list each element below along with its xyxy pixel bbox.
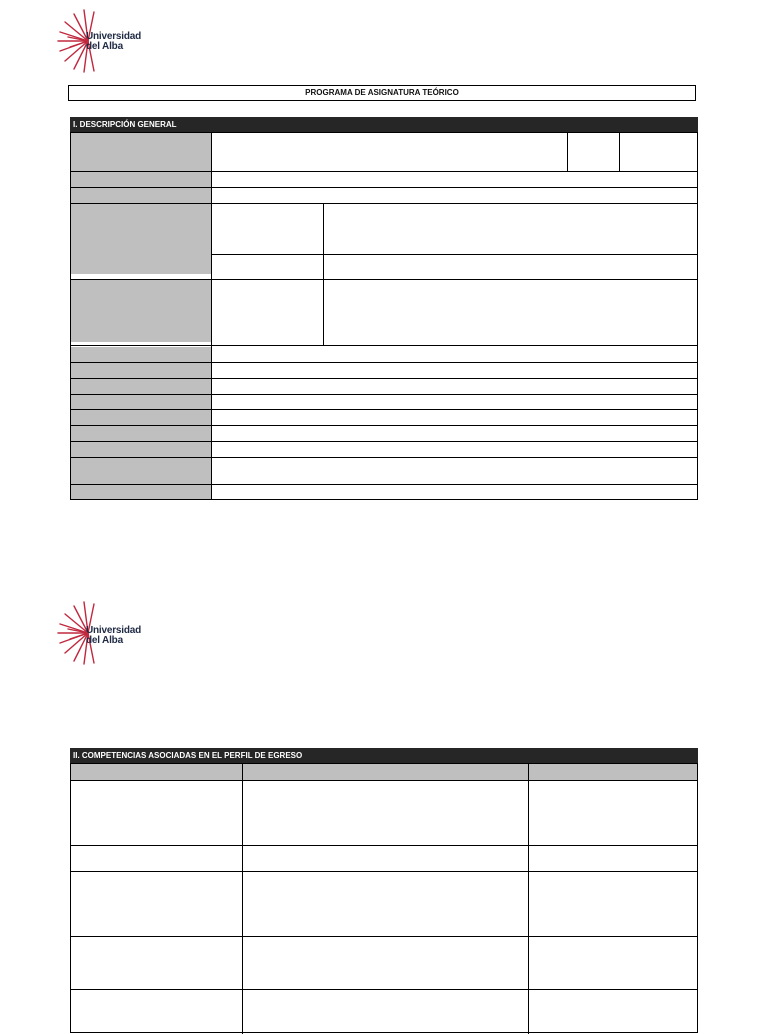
row-divider (71, 871, 697, 872)
row-divider (71, 409, 697, 410)
row-divider (71, 187, 697, 188)
label-cell (71, 395, 211, 409)
document-title: PROGRAMA DE ASIGNATURA TEÓRICO (68, 85, 696, 101)
row-divider (71, 780, 697, 781)
university-logo (56, 8, 146, 78)
logo-text-line2: del Alba (86, 635, 123, 646)
column-divider (323, 279, 324, 345)
competencies-table (70, 763, 698, 1033)
row-divider (71, 457, 697, 458)
row-divider (71, 171, 697, 172)
row-divider (71, 279, 697, 280)
label-cell (71, 347, 211, 362)
section-2-header: II. COMPETENCIAS ASOCIADAS EN EL PERFIL DE EGRESO (70, 748, 698, 763)
column-divider (567, 133, 568, 171)
row-divider (71, 989, 697, 990)
label-cell (71, 280, 211, 342)
section-1-header: I. DESCRIPCIÓN GENERAL (70, 117, 698, 132)
general-description-table (70, 132, 698, 500)
label-cell (71, 458, 211, 484)
university-logo (56, 600, 146, 670)
label-cell (71, 188, 211, 203)
row-divider (71, 441, 697, 442)
row-divider (71, 845, 697, 846)
column-divider (323, 203, 324, 280)
label-cell (71, 485, 211, 499)
column-divider (242, 764, 243, 1034)
row-divider (71, 394, 697, 395)
row-divider (71, 936, 697, 937)
logo-text-line1: Universidad (86, 625, 142, 636)
row-divider (211, 254, 697, 255)
column-divider (528, 764, 529, 1034)
row-divider (71, 484, 697, 485)
label-cell (71, 442, 211, 457)
label-cell (71, 410, 211, 425)
row-divider (71, 345, 697, 346)
label-cell (71, 426, 211, 441)
logo-text-line2: del Alba (86, 41, 123, 52)
label-cell (71, 172, 211, 187)
label-cell (71, 379, 211, 394)
row-divider (71, 425, 697, 426)
row-divider (71, 203, 697, 204)
table-header-row (71, 764, 697, 780)
label-cell (71, 363, 211, 378)
row-divider (71, 378, 697, 379)
logo-text-line1: Universidad (86, 31, 142, 42)
column-divider (619, 133, 620, 171)
row-divider (71, 362, 697, 363)
label-cell (71, 133, 211, 171)
label-cell (71, 204, 211, 274)
